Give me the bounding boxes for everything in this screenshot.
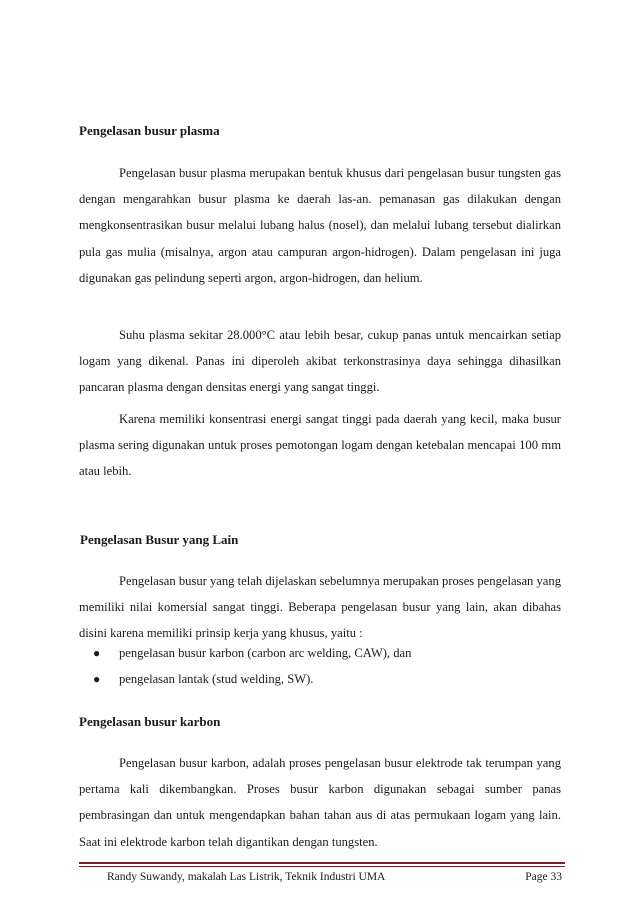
footer-rule-thin <box>79 866 565 867</box>
heading-busur-karbon: Pengelasan busur karbon <box>79 714 221 729</box>
list-item <box>79 666 561 692</box>
list-item <box>79 640 561 666</box>
footer-rule <box>79 862 565 864</box>
footer-author: Randy Suwandy, makalah Las Listrik, Teknik Industri UMA <box>107 871 386 883</box>
paragraph-plasma-3: Karena memiliki konsentrasi energi sangat tinggi pada daerah yang kecil, maka busur plasma sering digunakan untuk proses pemotongan logam dengan ketebalan mencapai 100 mm atau lebih. <box>79 412 561 479</box>
paragraph-busur-lain: Pengelasan busur yang telah dijelaskan sebelumnya merupakan proses pengelasan yang memiliki nilai komersial sangat tinggi. Beberapa pengelasan busur yang lain, akan dibahas disini karena memiliki prinsip kerja yang khusus, yaitu : <box>79 574 561 641</box>
list-item-text: pengelasan lantak (stud welding, SW). <box>119 672 314 687</box>
heading-plasma: Pengelasan busur plasma <box>79 123 220 138</box>
paragraph-busur-karbon: Pengelasan busur karbon, adalah proses pengelasan busur elektrode tak terumpan yang pertama kali dikembangkan. Proses busur karbon digunakan sebagai sumber panas pembrasingan dan untuk mengendapkan bahan tahan aus di atas permukaan logam yang lain. Saat ini elektrode karbon telah digantikan dengan tungsten. <box>79 756 561 849</box>
list-item-text: pengelasan busur karbon (carbon arc welding, CAW), dan <box>119 646 412 660</box>
paragraph-plasma-2: Suhu plasma sekitar 28.000°C atau lebih besar, cukup panas untuk mencairkan setiap logam yang dikenal. Panas ini diperoleh akibat terkonstrasinya daya sehingga dihasilkan pancaran plasma dengan densitas energi yang sangat tinggi. <box>79 328 561 395</box>
bullet-list <box>79 640 561 692</box>
bullet-dot-icon: ● <box>93 646 101 660</box>
heading-busur-lain: Pengelasan Busur yang Lain <box>80 532 239 547</box>
page-number: Page 33 <box>525 871 562 883</box>
paragraph-plasma-1: Pengelasan busur plasma merupakan bentuk khusus dari pengelasan busur tungsten gas dengan mengarahkan busur plasma ke daerah las-an. pemanasan gas dilakukan dengan mengkonsentrasikan busur melalui lubang halus (nosel), dan melalui lubang tersebut dialirkan pula gas mulia (misalnya, argon atau campuran argon-hidrogen). Dalam pengelasan ini juga digunakan gas pelindung seperti argon, argon-hidrogen, dan helium. <box>79 166 561 285</box>
bullet-dot-icon: ● <box>93 672 101 687</box>
